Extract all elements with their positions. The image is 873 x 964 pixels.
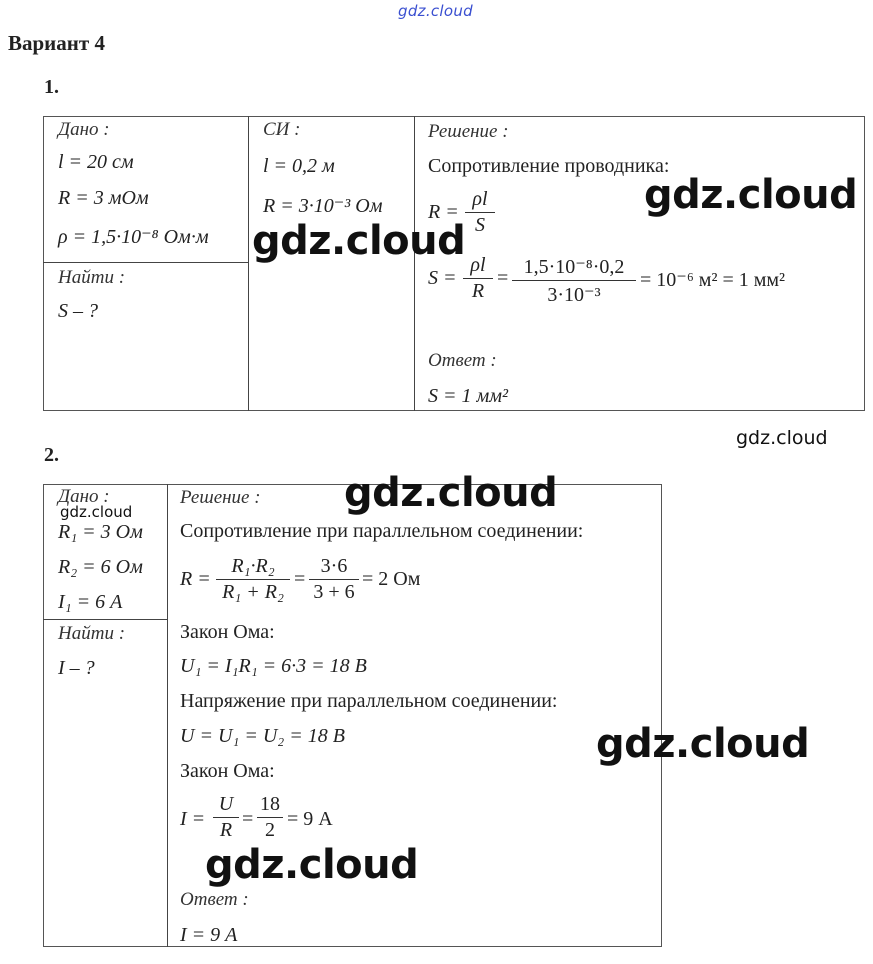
p1-given-length: l = 20 см	[58, 151, 134, 173]
p1-formula1-fraction	[465, 188, 495, 237]
p1-formula2-rhs: = 10⁻⁶ м² = 1 мм²	[640, 269, 786, 291]
p1-given-header: Дано :	[58, 119, 110, 140]
watermark: gdz.cloud	[344, 470, 558, 516]
watermark: gdz.cloud	[60, 503, 133, 521]
p1-formula2-lhs: S =	[428, 267, 457, 289]
p2-formula4-fraction1	[213, 793, 239, 842]
p2-formula3: U = U₁ = U₂ = 18 В	[180, 725, 345, 747]
p2-given-r1: R₁ = 3 Ом	[58, 521, 143, 543]
p2-answer-value: I = 9 А	[180, 924, 238, 946]
p2-line1: Сопротивление при параллельном соединении:	[180, 520, 584, 542]
p1-given-resistivity: ρ = 1,5·10⁻⁸ Ом·м	[58, 226, 209, 248]
p2-solution-header: Решение :	[180, 487, 261, 508]
problem-1-number: 1.	[44, 76, 59, 98]
p2-formula4-f2-num: 18	[260, 793, 280, 815]
p1-formula2-f2-den: 3·10⁻³	[547, 284, 601, 306]
p2-formula2: U₁ = I₁R₁ = 6·3 = 18 В	[180, 655, 367, 677]
watermark: gdz.cloud	[205, 842, 419, 888]
p1-find-value: S – ?	[58, 300, 98, 322]
p1-formula1-lhs: R =	[428, 201, 459, 223]
p1-formula2-fraction1	[463, 254, 493, 303]
p1-given-resistance: R = 3 мОм	[58, 187, 149, 209]
p2-formula4-f1-den: R	[219, 819, 233, 841]
p1-si-header: СИ :	[263, 119, 301, 140]
p1-answer-header: Ответ :	[428, 350, 497, 371]
page-title: Вариант 4	[8, 31, 105, 55]
p2-answer-header: Ответ :	[180, 889, 249, 910]
p1-solution-intro: Сопротивление проводника:	[428, 155, 670, 177]
p1-formula1-den: S	[475, 214, 485, 236]
p2-formula1-f2-num: 3·6	[320, 555, 348, 577]
p2-formula1-f1-num: R₁·R₂	[231, 555, 275, 577]
p2-find-header: Найти :	[58, 623, 126, 644]
p1-solution-header: Решение :	[428, 121, 509, 142]
watermark: gdz.cloud	[644, 172, 858, 218]
p2-line4: Закон Ома:	[180, 760, 275, 782]
p2-find-value: I – ?	[58, 657, 95, 679]
p2-formula4-eq: =	[242, 808, 254, 830]
p2-given-r2: R₂ = 6 Ом	[58, 556, 143, 578]
problem-2-number: 2.	[44, 444, 59, 466]
p2-given-header: Дано :	[58, 486, 110, 507]
p2-given-i1: I₁ = 6 А	[58, 591, 123, 613]
p2-formula1-eq: =	[294, 568, 306, 590]
p1-find-header: Найти :	[58, 267, 126, 288]
p2-formula1-fraction2	[309, 555, 359, 604]
p1-formula2-f1-den: R	[471, 280, 485, 302]
watermark: gdz.cloud	[596, 721, 810, 767]
p2-formula1-lhs: R =	[180, 568, 211, 590]
watermark-top: gdz.cloud	[398, 2, 474, 20]
p2-formula1-f2-den: 3 + 6	[313, 581, 355, 603]
p1-formula2-f2-num: 1,5·10⁻⁸·0,2	[523, 256, 625, 278]
p1-formula1-num: ρl	[472, 188, 488, 210]
p2-formula4-f1-num: U	[218, 793, 234, 815]
p2-formula4-rhs: = 9 А	[287, 808, 333, 830]
p2-formula1-rhs: = 2 Ом	[362, 568, 421, 590]
p1-formula2-fraction2	[512, 254, 636, 307]
p1-formula2-eq: =	[497, 267, 509, 289]
watermark: gdz.cloud	[736, 427, 828, 449]
p2-formula1-f1-den: R₁ + R₂	[222, 581, 284, 603]
p2-line2: Закон Ома:	[180, 621, 275, 643]
watermark: gdz.cloud	[252, 218, 466, 264]
p1-answer-value: S = 1 мм²	[428, 385, 509, 407]
p2-formula1-fraction1	[216, 555, 290, 604]
p2-formula4-f2-den: 2	[265, 819, 275, 841]
p2-formula4-lhs: I =	[180, 808, 206, 830]
p2-formula4-fraction2	[257, 793, 283, 842]
p2-line3: Напряжение при параллельном соединении:	[180, 690, 558, 712]
p1-si-resistance: R = 3·10⁻³ Ом	[263, 195, 383, 217]
p1-si-length: l = 0,2 м	[263, 155, 335, 177]
p1-formula2-f1-num: ρl	[470, 254, 486, 276]
